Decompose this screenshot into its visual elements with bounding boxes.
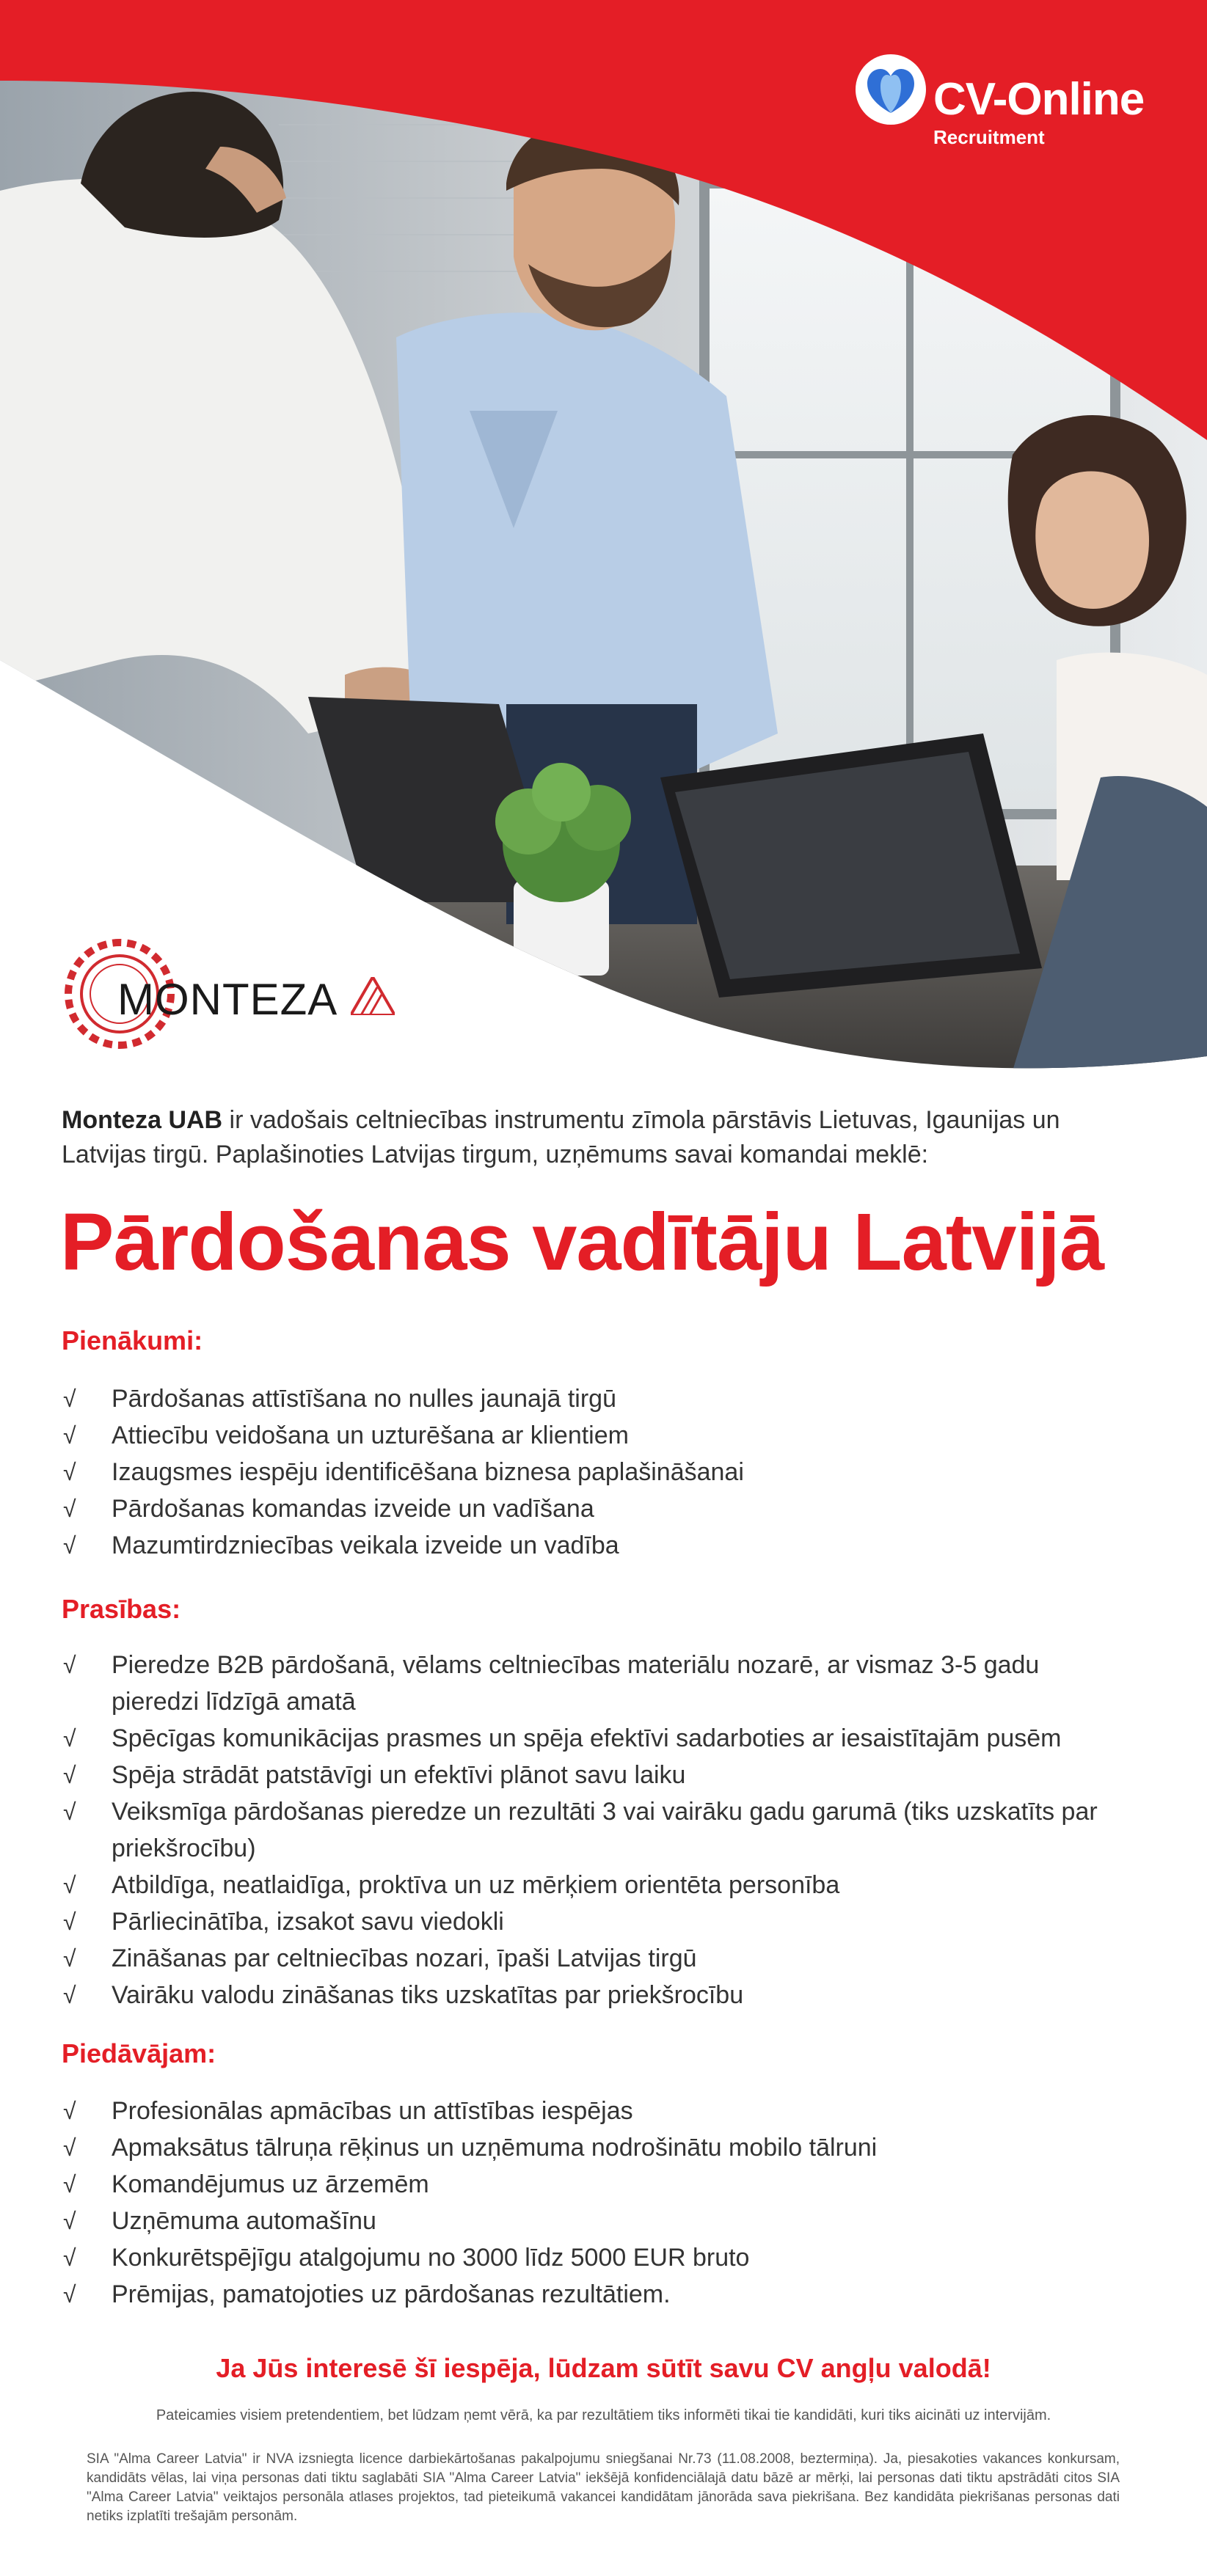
triangle-accent-icon bbox=[351, 977, 395, 1015]
check-icon: √ bbox=[63, 1532, 76, 1559]
list-item: √ Komandējumus uz ārzemēm bbox=[62, 2166, 1133, 2203]
check-icon: √ bbox=[63, 2171, 76, 2198]
legal-notice: SIA "Alma Career Latvia" ir NVA izsniegta licence darbiekārtošanas pakalpojumu sniegšanai Nr.73 (11.08.2008, beztermiņa). Ja, piesakoties vakances konkursam, kandidāts vēlas, lai viņa personas dati tiktu saglabāti SIA "Alma Career Latvia" iekšējā konfidenciālajā datu bāzē ar mērķi, lai personas dati tiktu apstrādāti citos SIA "Alma Career Latvia" veiktajos personāla atlases projektos, tad pieteikumā vakancei kandidātam jānorāda sava piekrišana. Bez kandidāta piekrišanas personas dati netiks izplatīti trešajām personām. bbox=[87, 2451, 1120, 2524]
cv-online-logo bbox=[854, 53, 1162, 148]
list-item: √ Attiecību veidošana un uzturēšana ar klientiem bbox=[62, 1417, 1133, 1454]
duties-list bbox=[62, 1380, 1133, 1564]
list-item: √ Mazumtirdzniecības veikala izveide un vadība bbox=[62, 1527, 1133, 1564]
list-item: √ Pieredze B2B pārdošanā, vēlams celtniecības materiālu nozarē, ar vismaz 3-5 gadu pieredzi līdzīgā amatā bbox=[62, 1647, 1133, 1720]
list-item: √ Spēja strādāt patstāvīgi un efektīvi plānot savu laiku bbox=[62, 1757, 1133, 1793]
list-item: √ Profesionālas apmācības un attīstības iespējas bbox=[62, 2093, 1133, 2129]
list-item: √ Veiksmīga pārdošanas pieredze un rezultāti 3 vai vairāku gadu garumā (tiks uzskatīts par priekšrocību) bbox=[62, 1793, 1133, 1867]
brand-name: CV-Online bbox=[933, 74, 1145, 125]
company-name: MONTEZA bbox=[117, 975, 338, 1024]
requirements-title: Prasības: bbox=[62, 1594, 181, 1624]
check-icon: √ bbox=[63, 1496, 76, 1522]
list-item: √ Pārliecinātība, izsakot savu viedokli bbox=[62, 1903, 1133, 1940]
list-item: √ Prēmijas, pamatojoties uz pārdošanas rezultātiem. bbox=[62, 2276, 1133, 2313]
list-item: √ Vairāku valodu zināšanas tiks uzskatītas par priekšrocību bbox=[62, 1977, 1133, 2013]
list-item: √ Konkurētspējīgu atalgojumu no 3000 līdz 5000 EUR bruto bbox=[62, 2239, 1133, 2276]
requirements-list bbox=[62, 1647, 1133, 2013]
check-icon: √ bbox=[63, 1945, 76, 1972]
check-icon: √ bbox=[63, 1799, 76, 1825]
job-title: Pārdošanas vadītāju Latvijā bbox=[60, 1197, 1104, 1287]
check-icon: √ bbox=[63, 2134, 76, 2161]
intro-company: Monteza UAB bbox=[62, 1106, 223, 1134]
check-icon: √ bbox=[63, 1725, 76, 1752]
brand-subtitle: Recruitment bbox=[933, 126, 1045, 148]
list-item: √ Apmaksātus tālruņa rēķinus un uzņēmuma nodrošinātu mobilo tālruni bbox=[62, 2129, 1133, 2166]
intro-paragraph bbox=[62, 1103, 1148, 1172]
check-icon: √ bbox=[63, 1762, 76, 1788]
cv-online-heart-icon bbox=[854, 53, 927, 126]
duties-title: Pienākumi: bbox=[62, 1325, 203, 1355]
check-icon: √ bbox=[63, 2244, 76, 2271]
thanks-note: Pateicamies visiem pretendentiem, bet lūdzam ņemt vērā, ka par rezultātiem tiks informēti tikai tie kandidāti, kuri tiks aicināti uz intervijām. bbox=[156, 2407, 1051, 2423]
list-item: √ Uzņēmuma automašīnu bbox=[62, 2203, 1133, 2239]
offers-title: Piedāvājam: bbox=[62, 2038, 216, 2068]
call-to-action: Ja Jūs interesē šī iespēja, lūdzam sūtīt savu CV angļu valodā! bbox=[216, 2353, 991, 2383]
offers-list bbox=[62, 2093, 1133, 2313]
check-icon: √ bbox=[63, 1422, 76, 1449]
check-icon: √ bbox=[63, 1386, 76, 1412]
check-icon: √ bbox=[63, 2208, 76, 2234]
check-icon: √ bbox=[63, 1459, 76, 1485]
check-icon: √ bbox=[63, 1982, 76, 2008]
monteza-logo bbox=[57, 932, 380, 1064]
list-item: √ Pārdošanas komandas izveide un vadīšana bbox=[62, 1490, 1133, 1527]
check-icon: √ bbox=[63, 2098, 76, 2124]
hero-photo bbox=[0, 0, 1207, 1071]
check-icon: √ bbox=[63, 2281, 76, 2308]
list-item: √ Spēcīgas komunikācijas prasmes un spēja efektīvi sadarboties ar iesaistītajām pusēm bbox=[62, 1720, 1133, 1757]
list-item: √ Zināšanas par celtniecības nozari, īpaši Latvijas tirgū bbox=[62, 1940, 1133, 1977]
list-item: √ Atbildīga, neatlaidīga, proktīva un uz mērķiem orientēta personība bbox=[62, 1867, 1133, 1903]
list-item: √ Pārdošanas attīstīšana no nulles jaunajā tirgū bbox=[62, 1380, 1133, 1417]
list-item: √ Izaugsmes iespēju identificēšana biznesa paplašināšanai bbox=[62, 1454, 1133, 1490]
check-icon: √ bbox=[63, 1872, 76, 1898]
check-icon: √ bbox=[63, 1909, 76, 1935]
intro-text: ir vadošais celtniecības instrumentu zīmola pārstāvis Lietuvas, Igaunijas un Latvijas tirgū. Paplašinoties Latvijas tirgum, uzņēmums savai komandai meklē: bbox=[62, 1106, 1060, 1168]
check-icon: √ bbox=[63, 1652, 76, 1678]
